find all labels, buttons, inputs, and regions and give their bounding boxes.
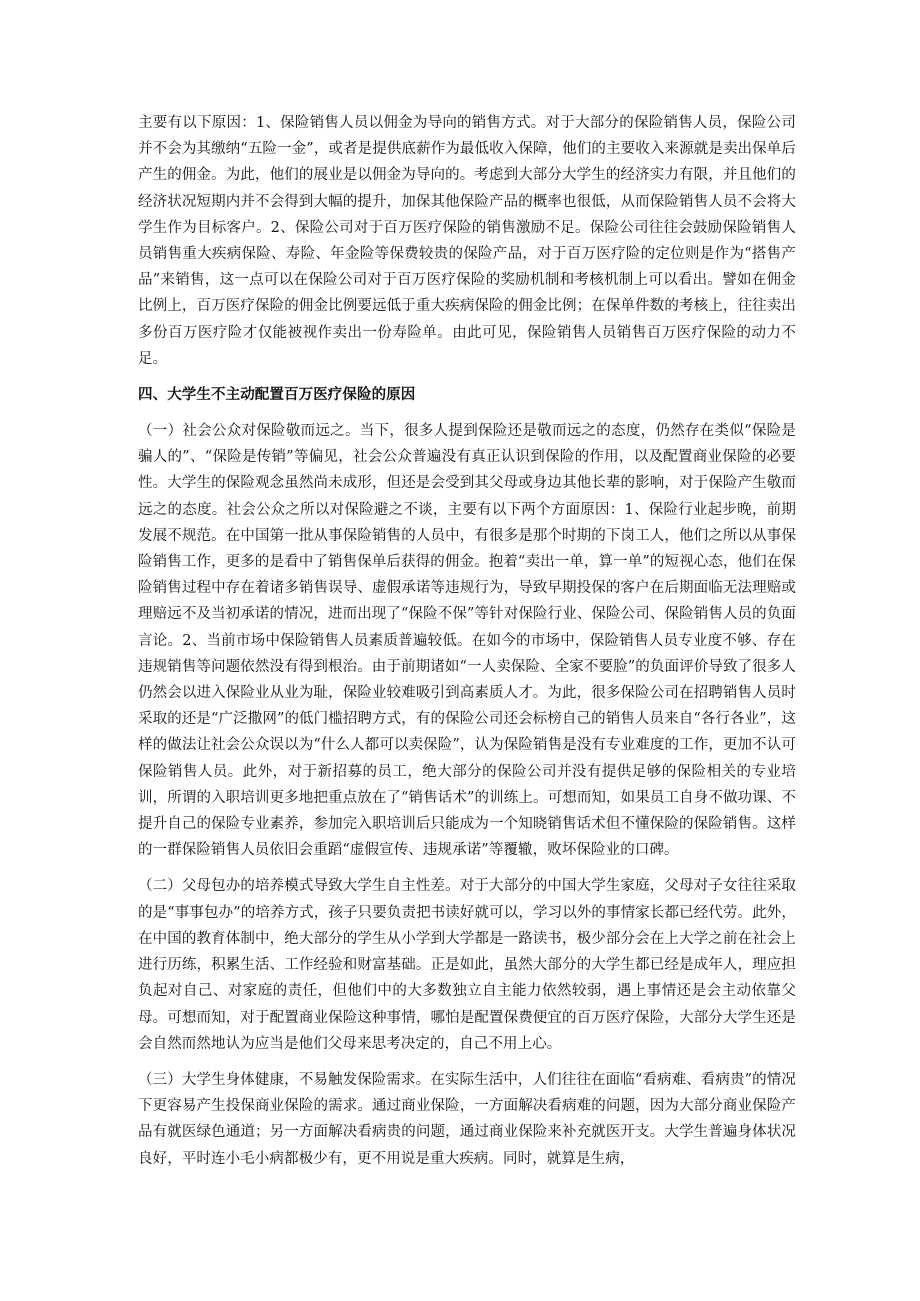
body-paragraph-2: （二）父母包办的培养模式导致大学生自主性差。对于大部分的中国大学生家庭，父母对子女往往采取的是“事事包办”的培养方式，孩子只要负责把书读好就可以，学习以外的事情家长都已经代劳。此外，在中国的教育体制中，绝大部分的学生从小学到大学都是一路读书，极少部分会在上大学之前在社会上进行历练，积累生活、工作经验和财富基础。正是如此，虽然大部分的大学生都已经是成年人，理应担负起对自己、对家庭的责任，但他们中的大多数独立自主能力依然较弱，遇上事情还是会主动依靠父母。可想而知，对于配置商业保险这种事情，哪怕是配置保费便宜的百万医疗保险，大部分大学生还是会自然而然地认为应当是他们父母来思考决定的，自己不用上心。 bbox=[138, 878, 796, 1052]
body-paragraph-reasons: 主要有以下原因：1、保险销售人员以佣金为导向的销售方式。对于大部分的保险销售人员，保险公司并不会为其缴纳“五险一金”，或者是提供底薪作为最低收入保障，他们的主要收入来源就是卖出保单后产生的佣金。为此，他们的展业是以佣金为导向的。考虑到大部分大学生的经济实力有限，并且他们的经济状况短期内并不会得到大幅的提升，加保其他保险产品的概率也很低，从而保险销售人员不会将大学生作为目标客户。2、保险公司对于百万医疗保险的销售激励不足。保险公司往往会鼓励保险销售人员销售重大疾病保险、寿险、年金险等保费较贵的保险产品，对于百万医疗险的定位则是作为“搭售产品”来销售，这一点可以在保险公司对于百万医疗保险的奖励机制和考核机制上可以看出。譬如在佣金比例上，百万医疗保险的佣金比例要远低于重大疾病保险的佣金比例；在保单件数的考核上，往往卖出多份百万医疗险才仅能被视作卖出一份寿险单。由此可见，保险销售人员销售百万医疗保险的动力不足。 bbox=[138, 115, 796, 367]
body-paragraph-1: （一）社会公众对保险敬而远之。当下，很多人提到保险还是敬而远之的态度，仍然存在类似“保险是骗人的”、“保险是传销”等偏见，社会公众普遍没有真正认识到保险的作用，以及配置商业保险的必要性。大学生的保险观念虽然尚未成形，但还是会受到其父母或身边其他长辈的影响，对于保险产生敬而远之的态度。社会公众之所以对保险避之不谈，主要有以下两个方面原因：1、保险行业起步晚，前期发展不规范。在中国第一批从事保险销售的人员中，有很多是那个时期的下岗工人，他们之所以从事保险销售工作，更多的是看中了销售保单后获得的佣金。抱着“卖出一单，算一单”的短视心态，他们在保险销售过程中存在着诸多销售误导、虚假承诺等违规行为，导致早期投保的客户在后期面临无法理赔或理赔远不及当初承诺的情况，进而出现了“保险不保”等针对保险行业、保险公司、保险销售人员的负面言论。2、当前市场中保险销售人员素质普遍较低。在如今的市场中，保险销售人员专业度不够、存在违规销售等问题依然没有得到根治。由于前期诸如“一人卖保险、全家不要脸”的负面评价导致了很多人仍然会以进入保险业从业为耻，保险业较难吸引到高素质人才。为此，很多保险公司在招聘销售人员时采取的还是“广泛撒网”的低门槛招聘方式，有的保险公司还会标榜自己的销售人员来自“各行各业”，这样的做法让社会公众误以为“什么人都可以卖保险”，认为保险销售是没有专业难度的工作，更加不认可保险销售人员。此外，对于新招募的员工，绝大部分的保险公司并没有提供足够的保险相关的专业培训，所谓的入职培训更多地把重点放在了“销售话术”的训练上。可想而知，如果员工自身不做功课、不提升自己的保险专业素养，参加完入职培训后只能成为一个知晓销售话术但不懂保险的保险销售。这样的一群保险销售人员依旧会重蹈“虚假宣传、违规承诺”等覆辙，败坏保险业的口碑。 bbox=[138, 423, 796, 859]
document-page bbox=[138, 110, 796, 1182]
body-paragraph-3: （三）大学生身体健康，不易触发保险需求。在实际生活中，人们往往在面临“看病难、看病贵”的情况下更容易产生投保商业保险的需求。通过商业保险，一方面解决看病难的问题，因为大部分商业保险产品有就医绿色通道；另一方面解决看病贵的问题，通过商业保险来补充就医开支。大学生普遍身体状况良好，平时连小毛小病都极少有，更不用说是重大疾病。同时，就算是生病， bbox=[138, 1071, 796, 1167]
section-heading: 四、大学生不主动配置百万医疗保险的原因 bbox=[138, 387, 416, 404]
